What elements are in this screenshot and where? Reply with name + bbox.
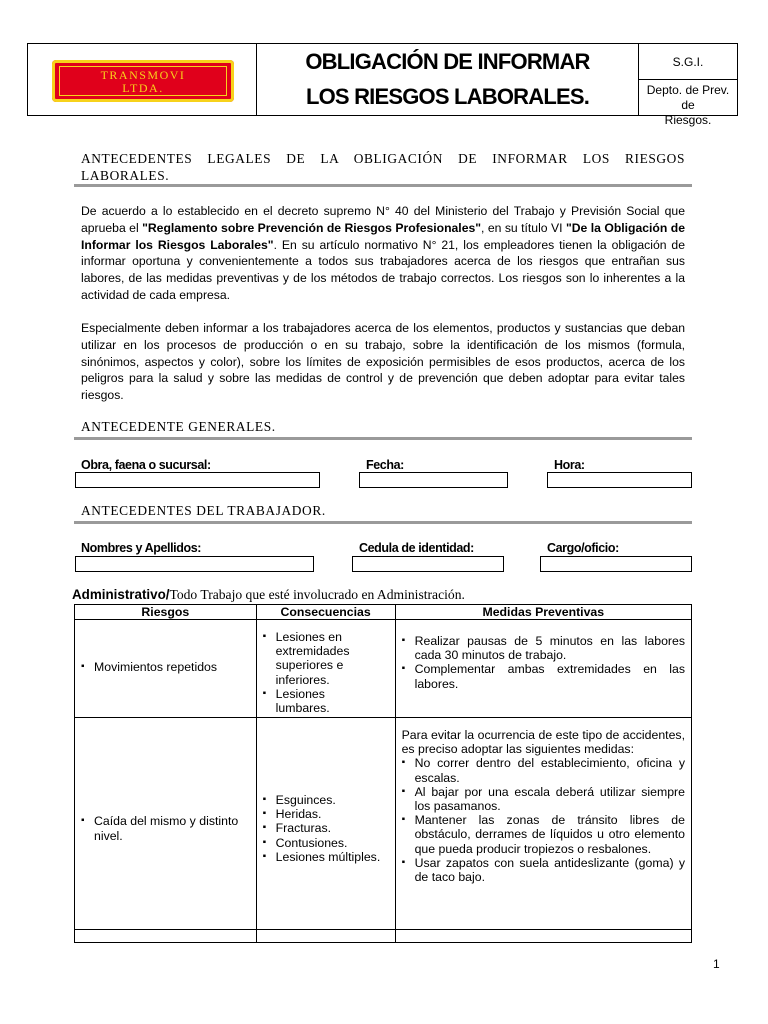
consequence-item: ▪ Fracturas. — [257, 821, 395, 835]
sgi-label: S.G.I. — [639, 44, 737, 80]
measure-item: ▪ Usar zapatos con suela antideslizante (goma) y de taco bajo. — [396, 856, 685, 884]
consequence-item: ▪ Contusiones. — [257, 836, 395, 850]
table-header-row — [75, 605, 692, 620]
consequence-item: ▪ Esguinces. — [257, 793, 395, 807]
para1-text-c: . En su artículo normativo N° 21, los empleadores tienen la obligación de informar oportuna y convenientemente a todos sus trabajadores acerca de los riesgos que entrañan sus labores, de las medidas preventivas y de los métodos de trabajo correctos. Los riesgos son lo inherentes a la actividad de cada empresa. — [81, 237, 685, 302]
category-heading — [72, 587, 465, 603]
department-line-1: Depto. de Prev. de — [646, 83, 730, 112]
table-row — [75, 620, 692, 718]
department-label — [639, 80, 737, 127]
cargo-input[interactable] — [540, 556, 692, 572]
risk-cell — [75, 620, 257, 718]
category-description: Todo Trabajo que esté involucrado en Administración. — [169, 587, 465, 602]
logo-line-1: TRANSMOVI — [100, 68, 186, 82]
consequence-item: ▪ Heridas. — [257, 807, 395, 821]
category-name: Administrativo/ — [72, 587, 170, 602]
measures-cell — [395, 718, 691, 930]
measure-item: ▪ No correr dentro del establecimiento, oficina y escalas. — [396, 756, 685, 784]
measure-item: ▪ Mantener las zonas de tránsito libres de obstáculo, derrames de líquidos u otro elemento que pueda producir tropiezos o resbalones. — [396, 813, 685, 856]
consequences-cell — [256, 620, 395, 718]
obra-input[interactable] — [75, 472, 320, 488]
risk-table — [74, 604, 692, 943]
nombres-input[interactable] — [75, 556, 314, 572]
measure-item: ▪ Al bajar por una escala deberá utilizar siempre los pasamanos. — [396, 785, 685, 813]
label-cedula: Cedula de identidad: — [359, 541, 474, 555]
table-row-empty — [75, 930, 692, 943]
para1-text-a: De acuerdo a lo establecido en el decreto supremo N° 40 del Ministerio del Trabajo y Previsión Social que aprueba el — [81, 204, 685, 235]
legal-paragraph-1 — [81, 203, 685, 304]
company-logo — [52, 60, 234, 102]
title-line-2: LOS RIESGOS LABORALES. — [305, 84, 590, 109]
empty-cell — [256, 930, 395, 943]
risk-cell — [75, 718, 257, 930]
label-hora: Hora: — [554, 458, 585, 472]
risk-item: ▪ Caída del mismo y distinto nivel. — [75, 814, 256, 842]
table-row — [75, 718, 692, 930]
para1-text-b: , en su título VI — [481, 220, 566, 235]
measure-item: ▪ Realizar pausas de 5 minutos en las labores cada 30 minutos de trabajo. — [396, 634, 685, 662]
page-number: 1 — [713, 957, 720, 971]
consequence-item: ▪ Lesiones lumbares. — [257, 687, 369, 715]
label-fecha: Fecha: — [366, 458, 404, 472]
section-heading-legal: ANTECEDENTES LEGALES DE LA OBLIGACIÓN DE INFORMAR LOS RIESGOS LABORALES. — [81, 151, 685, 183]
consequences-cell — [256, 718, 395, 930]
measures-intro: Para evitar la ocurrencia de este tipo de accidentes, es preciso adoptar las siguientes medidas: — [401, 728, 685, 757]
divider — [74, 521, 692, 524]
consequence-item: ▪ Lesiones múltiples. — [257, 850, 395, 864]
risk-item: ▪ Movimientos repetidos — [75, 660, 256, 674]
empty-cell — [395, 930, 691, 943]
logo-text — [59, 66, 227, 96]
fecha-input[interactable] — [359, 472, 508, 488]
logo-line-2: LTDA. — [122, 81, 164, 95]
document-header — [27, 43, 738, 127]
divider — [74, 437, 692, 440]
section-heading-general: ANTECEDENTE GENERALES. — [81, 419, 276, 434]
measure-item: ▪ Complementar ambas extremidades en las labores. — [396, 662, 685, 690]
department-line-2: Riesgos. — [664, 113, 712, 127]
header-consecuencias: Consecuencias — [256, 605, 395, 620]
label-nombres: Nombres y Apellidos: — [81, 541, 202, 555]
section-heading-worker: ANTECEDENTES DEL TRABAJADOR. — [81, 503, 326, 518]
hora-input[interactable] — [547, 472, 692, 488]
divider — [74, 184, 692, 187]
header-riesgos: Riesgos — [75, 605, 257, 620]
para1-bold-reglamento: "Reglamento sobre Prevención de Riesgos Profesionales" — [142, 220, 482, 235]
document-title — [257, 44, 639, 115]
logo-cell — [28, 44, 257, 115]
empty-cell — [75, 930, 257, 943]
cedula-input[interactable] — [352, 556, 504, 572]
consequence-item: ▪ Lesiones en extremidades superiores e inferiores. — [257, 630, 369, 687]
measures-cell — [395, 620, 691, 718]
title-line-1: OBLIGACIÓN DE INFORMAR — [305, 49, 590, 74]
header-medidas: Medidas Preventivas — [395, 605, 691, 620]
para1-bold-titulo: "De la Obligación de Informar los Riesgos Laborales" — [81, 220, 685, 252]
legal-paragraph-2: Especialmente deben informar a los trabajadores acerca de los elementos, productos y sustancias que deban utilizar en los procesos de producción o en su trabajo, sobre la identificación de los mismos (formula, sinónimos, aspectos y color), sobre los límites de exposición permisibles de esos productos, acerca de los peligros para la salud y sobre las medidas de control y de prevención que deben adoptar para evitar tales riesgos. — [81, 321, 685, 403]
label-cargo: Cargo/oficio: — [547, 541, 619, 555]
label-obra: Obra, faena o sucursal: — [81, 458, 211, 472]
